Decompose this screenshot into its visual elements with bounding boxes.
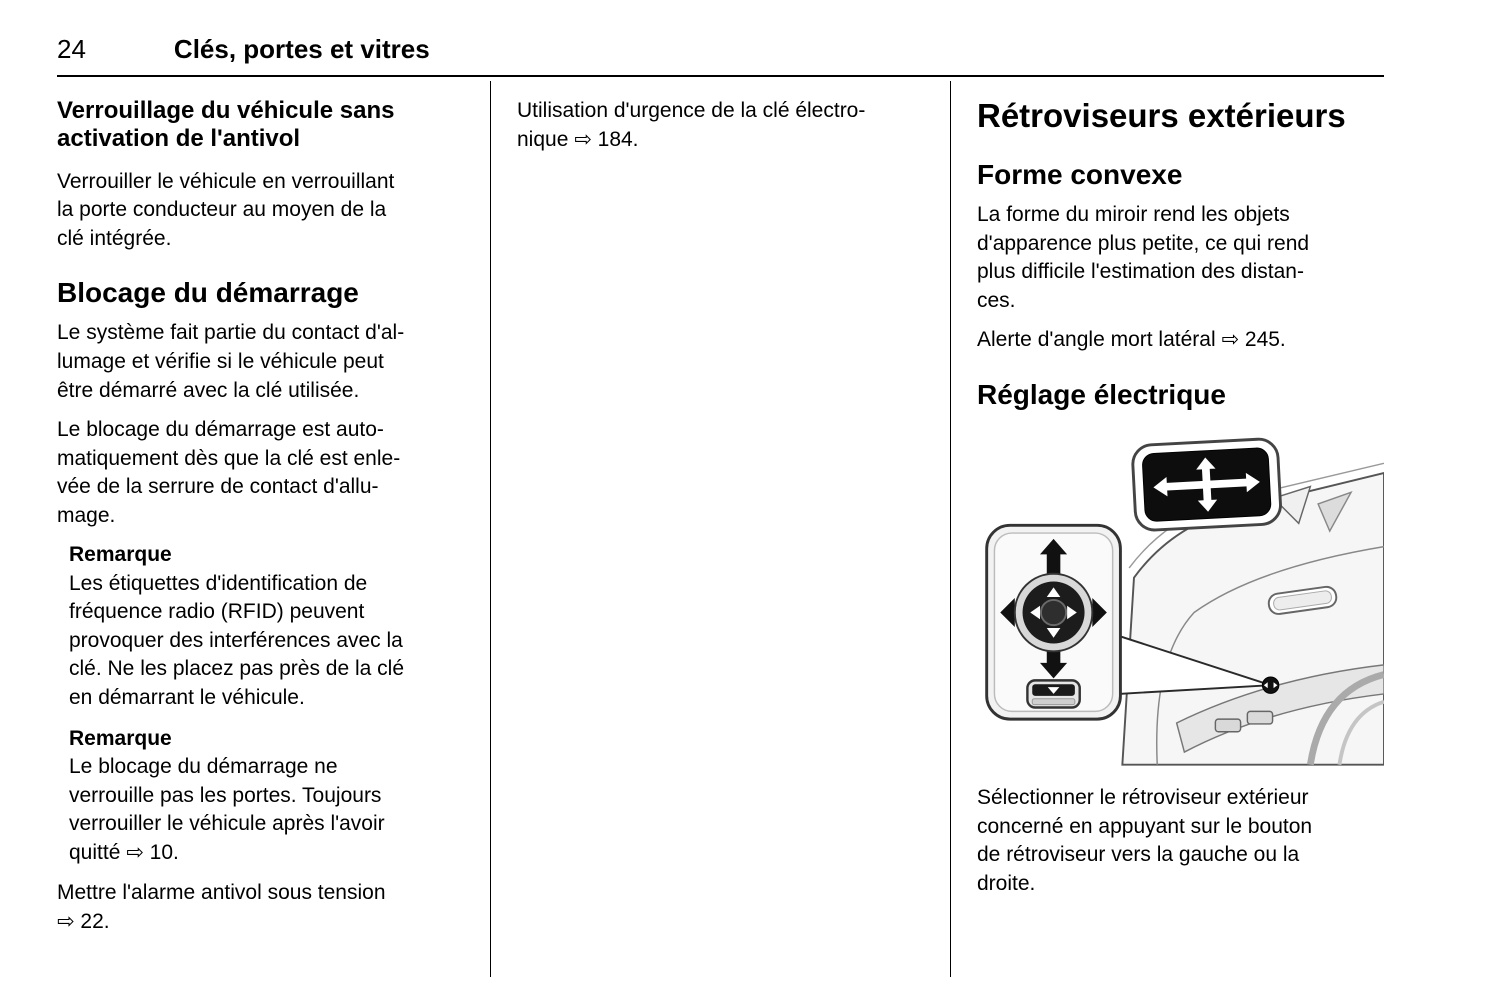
mirror-adjustment-illustration xyxy=(977,425,1384,770)
paragraph-selectionner-retroviseur: Sélectionner le rétroviseur extérieur concerné en appuyant sur le bouton de rétroviseur vers la gauche ou la droite. xyxy=(977,786,1313,895)
paragraph-utilisation-urgence: Utilisation d'urgence de la clé électro- nique ⇨ 184. xyxy=(517,99,866,151)
paragraph-forme-miroir: La forme du miroir rend les objets d'apparence plus petite, ce qui rend plus difficile l'estimation des distan- ces. xyxy=(977,203,1310,312)
mirror-adjust-knob xyxy=(987,525,1121,719)
paragraph-systeme-contact: Le système fait partie du contact d'al- lumage et vérifie si le véhicule peut être démarré avec la clé utilisée. xyxy=(57,321,405,402)
heading-blocage-demarrage: Blocage du démarrage xyxy=(57,277,359,309)
note-text-rfid: Les étiquettes d'identification de fréquence radio (RFID) peuvent provoquer des interférences avec la clé. Ne les placez pas près de la clé en démarrant le véhicule. xyxy=(69,571,405,710)
content-columns xyxy=(57,81,1384,977)
note-label: Remarque xyxy=(69,543,172,567)
column-middle xyxy=(490,81,950,977)
note-block-portes xyxy=(69,725,464,868)
paragraph-verrouiller: Verrouiller le véhicule en verrouillant la porte conducteur au moyen de la clé intégrée. xyxy=(57,169,395,250)
paragraph-alerte-angle-mort: Alerte d'angle mort latéral ⇨ 245. xyxy=(977,328,1286,352)
mirror-select-switch xyxy=(1027,680,1079,707)
window-switch xyxy=(1215,719,1240,732)
page-number: 24 xyxy=(57,34,86,64)
window-switch xyxy=(1247,711,1272,724)
heading-forme-convexe: Forme convexe xyxy=(977,158,1183,190)
heading-retroviseurs-exterieurs: Rétroviseurs extérieurs xyxy=(977,97,1346,134)
mirror-adjustment-figure xyxy=(977,425,1384,770)
heading-reglage-electrique: Réglage électrique xyxy=(977,378,1226,410)
mirror-select-button xyxy=(1262,677,1278,693)
note-text-portes: Le blocage du démarrage ne verrouille pas les portes. Toujours verrouiller le véhicule après l'avoir quitté ⇨ 10. xyxy=(69,755,385,864)
four-way-pad xyxy=(1015,574,1093,652)
column-left xyxy=(57,81,490,977)
note-block-rfid xyxy=(69,541,464,712)
note-label: Remarque xyxy=(69,726,172,750)
paragraph-alarme-antivol: Mettre l'alarme antivol sous tension ⇨ 22. xyxy=(57,881,386,933)
page-header xyxy=(57,34,1384,77)
heading-verrouillage-sans-antivol: Verrouillage du véhicule sans activation de l'antivol xyxy=(57,97,395,153)
paragraph-blocage-automatique: Le blocage du démarrage est auto- matiquement dès que la clé est enle- vée de la serrure de contact d'allu- mage. xyxy=(57,418,401,527)
column-right xyxy=(950,81,1384,977)
chapter-title: Clés, portes et vitres xyxy=(173,34,430,64)
